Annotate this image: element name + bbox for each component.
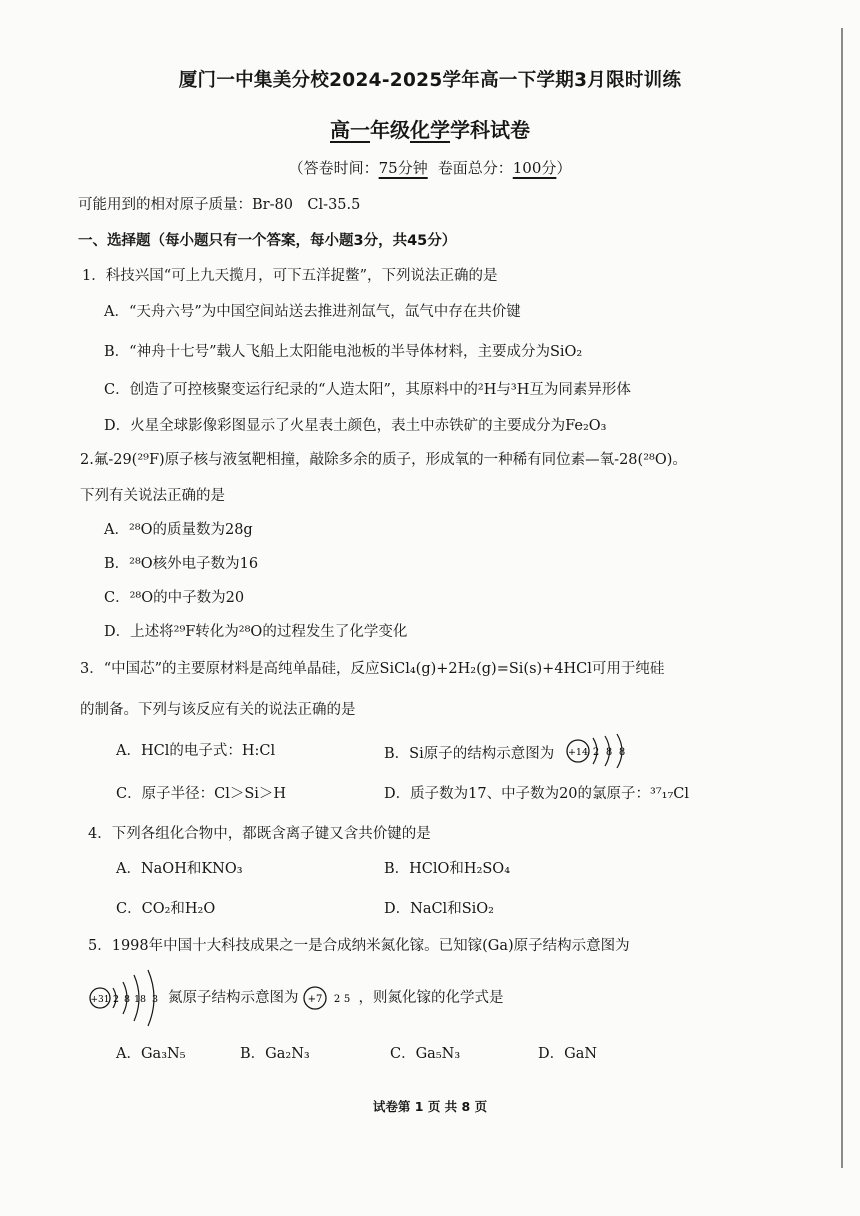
- q2-option-c: C．²⁸O的中子数为20: [104, 590, 245, 606]
- q3-option-a: A．HCl的电子式：H:Cl: [116, 743, 276, 759]
- ga-shell-2: 8: [123, 994, 131, 1005]
- section-heading: 一、选择题（每小题只有一个答案，每小题3分，共45分）: [78, 233, 457, 249]
- q1-option-a: A．“天舟六号”为中国空间站送去推进剂氙气，氙气中存在共价键: [104, 304, 521, 320]
- exam-time-score: [0, 157, 860, 178]
- q5-option-c: C．Ga₅N₃: [390, 1046, 461, 1062]
- exam-subtitle: [0, 114, 860, 143]
- q5-end-text: ，则氮化镓的化学式是: [358, 990, 504, 1006]
- q5-stem: 5．1998年中国十大科技成果之一是合成纳米氮化镓。已知镓(Ga)原子结构示意图为: [88, 938, 630, 954]
- si-nucleus-label: +14: [567, 747, 588, 758]
- n-shell-1: 2: [333, 994, 340, 1005]
- q2-option-d: D．上述将²⁹F转化为²⁸O的过程发生了化学变化: [104, 624, 408, 640]
- ga-shell-1: 2: [112, 994, 120, 1005]
- time-label: （答卷时间：: [288, 159, 379, 177]
- atomic-mass-note: 可能用到的相对原子质量：Br-80 Cl-35.5: [78, 197, 361, 213]
- score-value: 100分: [512, 159, 557, 177]
- q2-stem-line1: 2.氟-29(²⁹F)原子核与液氢靶相撞，敲除多余的质子，形成氧的一种稀有同位素—氧-28(²⁸O)。: [80, 452, 687, 468]
- q1-stem: 1．科技兴国“可上九天揽月，可下五洋捉鳖”，下列说法正确的是: [82, 268, 498, 284]
- n-shell-2: 5: [343, 994, 350, 1005]
- q1-option-d: D．火星全球影像彩图显示了火星表土颜色，表土中赤铁矿的主要成分为Fe₂O₃: [104, 418, 607, 434]
- q5-option-b: B．Ga₂N₃: [240, 1046, 310, 1062]
- q4-option-b: B．HClO和H₂SO₄: [384, 861, 511, 877]
- q3-option-b-text: B．Si原子的结构示意图为: [384, 746, 555, 762]
- q5-option-d: D．GaN: [538, 1046, 598, 1062]
- ga-nucleus-label: +31: [90, 995, 110, 1005]
- subtitle-word-grade: 年级: [370, 118, 410, 142]
- q5-structure-line: [88, 968, 504, 1028]
- q1-option-c: C．创造了可控核聚变运行纪录的“人造太阳”，其原料中的²H与³H互为同素异形体: [104, 382, 631, 398]
- q4-stem: 4．下列各组化合物中，都既含离子键又含共价键的是: [88, 826, 431, 842]
- ga-atom-structure-diagram: [88, 968, 168, 1028]
- q2-option-b: B．²⁸O核外电子数为16: [104, 556, 259, 572]
- si-shell-1: 2: [592, 747, 600, 758]
- page-footer: 试卷第 1 页 共 8 页: [372, 1099, 488, 1114]
- q4-option-a: A．NaOH和KNO₃: [116, 861, 243, 877]
- q5-mid-text: 氮原子结构示意图为: [168, 990, 299, 1006]
- q3-option-b: [384, 739, 649, 769]
- q2-option-a: A．²⁸O的质量数为28g: [104, 522, 253, 538]
- si-atom-structure-diagram: [563, 733, 649, 769]
- n-nucleus-label: +7: [307, 994, 322, 1005]
- si-shell-3: 8: [618, 747, 626, 758]
- si-shell-2: 8: [605, 747, 613, 758]
- score-label: 卷面总分：: [437, 159, 513, 177]
- q4-option-c: C．CO₂和H₂O: [116, 901, 216, 917]
- subtitle-word-paper: 学科试卷: [450, 118, 530, 142]
- time-value: 75分钟: [378, 159, 428, 177]
- q1-option-b: B．“神舟十七号”载人飞船上太阳能电池板的半导体材料，主要成分为SiO₂: [104, 344, 583, 360]
- q3-stem-line2: 的制备。下列与该反应有关的说法正确的是: [80, 702, 356, 718]
- q5-option-a: A．Ga₃N₅: [116, 1046, 186, 1062]
- q4-option-d: D．NaCl和SiO₂: [384, 901, 494, 917]
- q3-stem-line1: 3．“中国芯”的主要原材料是高纯单晶硅，反应SiCl₄(g)+2H₂(g)=Si(s)+4HCl可用于纯硅: [80, 661, 665, 677]
- q2-stem-line2: 下列有关说法正确的是: [80, 488, 225, 504]
- grade-field: 高一: [330, 118, 370, 142]
- n-atom-structure-diagram: [301, 983, 357, 1013]
- exam-title: 厦门一中集美分校2024-2025学年高一下学期3月限时训练: [178, 70, 682, 91]
- ga-shell-4: 3: [151, 994, 159, 1005]
- ga-shell-3: 18: [133, 994, 147, 1005]
- q3-option-d: D．质子数为17、中子数为20的氯原子：³⁷₁₇Cl: [384, 786, 690, 802]
- q3-option-c: C．原子半径：Cl＞Si＞H: [116, 786, 287, 802]
- close-paren: ）: [556, 159, 572, 177]
- subject-field: 化学: [410, 118, 450, 142]
